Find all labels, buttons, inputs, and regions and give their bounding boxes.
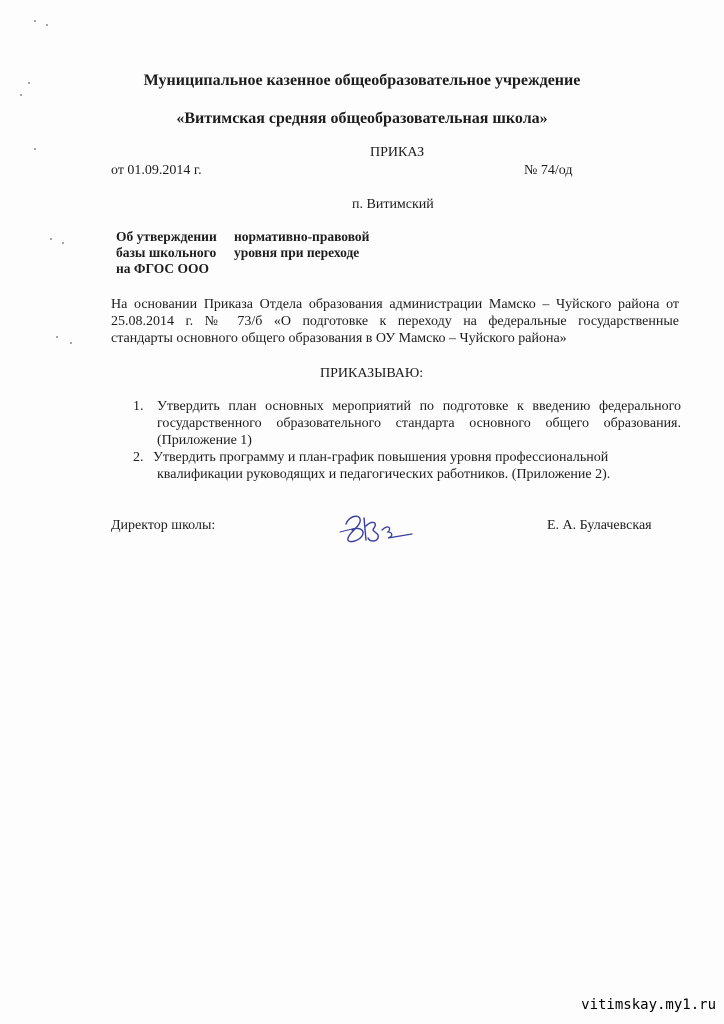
organization-name: Муниципальное казенное общеобразовательное учреждение bbox=[143, 72, 581, 89]
basis-line: На основании Приказа Отдела образования администрации Мамско – Чуйского района от bbox=[111, 297, 679, 312]
item-line: Утвердить программу и план-график повышения уровня профессиональной bbox=[153, 450, 609, 465]
scan-speck bbox=[20, 94, 22, 96]
scan-speck bbox=[62, 242, 64, 244]
signer-title: Директор школы: bbox=[111, 518, 216, 533]
school-name: «Витимская средняя общеобразовательная школа» bbox=[176, 110, 548, 127]
scan-speck bbox=[56, 336, 58, 338]
handwritten-signature bbox=[336, 510, 416, 546]
scan-speck bbox=[34, 20, 36, 22]
basis-line: 25.08.2014 г. № 73/б «О подготовке к переходу на федеральные государственные bbox=[111, 314, 679, 329]
order-keyword: ПРИКАЗЫВАЮ: bbox=[320, 366, 424, 381]
scan-speck bbox=[70, 342, 72, 344]
site-watermark: vitimskay.my1.ru bbox=[581, 997, 716, 1013]
subject-text: на ФГОС ООО bbox=[116, 261, 210, 276]
document-type: ПРИКАЗ bbox=[370, 145, 425, 160]
item-line: (Приложение 1) bbox=[157, 433, 252, 448]
item-line: квалификации руководящих и педагогических работников. (Приложение 2). bbox=[157, 467, 611, 482]
subject-text: Об утверждении bbox=[116, 229, 217, 244]
document-date: от 01.09.2014 г. bbox=[111, 163, 202, 178]
signer-name: Е. А. Булачевская bbox=[547, 518, 652, 533]
subject-text: уровня при переходе bbox=[234, 245, 360, 260]
order-items-list bbox=[111, 398, 681, 483]
item-line: Утвердить план основных мероприятий по подготовке к введению федерального bbox=[157, 399, 681, 414]
subject-text: базы школьного bbox=[116, 245, 217, 260]
scan-speck bbox=[46, 24, 48, 26]
order-subject bbox=[116, 229, 369, 277]
item-number: 1. bbox=[133, 399, 144, 414]
document-number: № 74/од bbox=[524, 163, 573, 178]
subject-text: нормативно-правовой bbox=[234, 229, 370, 244]
order-basis bbox=[111, 296, 679, 347]
list-item bbox=[111, 398, 681, 449]
document-place: п. Витимский bbox=[352, 197, 434, 212]
scan-speck bbox=[34, 148, 36, 150]
item-number: 2. bbox=[133, 450, 144, 465]
item-line: государственного образовательного стандарта основного общего образования. bbox=[157, 416, 681, 431]
basis-line: стандарты основного общего образования в ОУ Мамско – Чуйского района» bbox=[111, 331, 567, 346]
scan-speck bbox=[50, 238, 52, 240]
list-item bbox=[111, 449, 681, 483]
